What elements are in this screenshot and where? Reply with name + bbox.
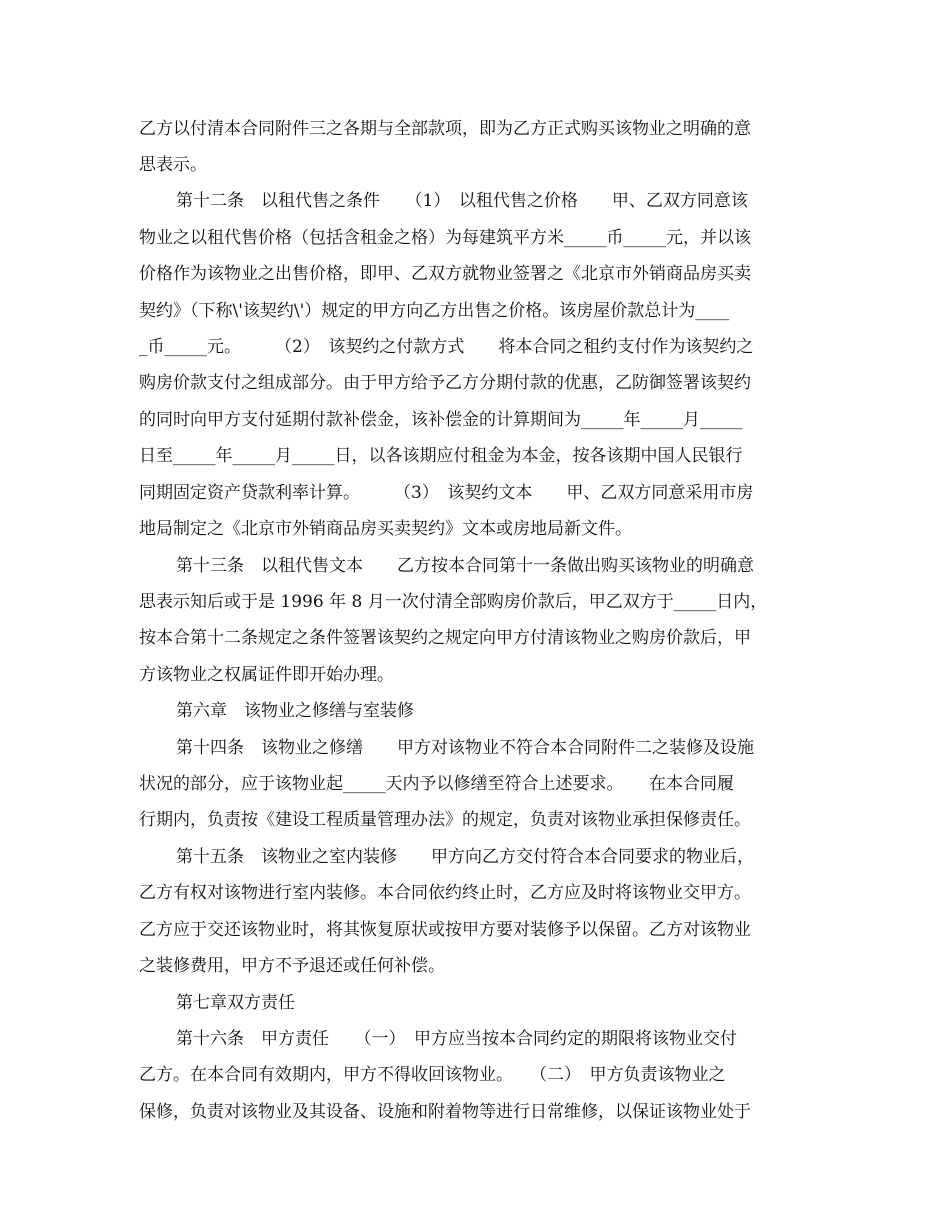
text-line: 行期内，负责按《建设工程质量管理办法》的规定，负责对该物业承担保修责任。 xyxy=(139,810,751,830)
text-line: 地局制定之《北京市外销商品房买卖契约》文本或房地局新文件。 xyxy=(139,519,632,539)
text-line: 乙方有权对该物进行室内装修。本合同依约终止时，乙方应及时将该物业交甲方。 xyxy=(139,883,751,903)
text-line: 乙方。在本合同有效期内，甲方不得收回该物业。 （二） 甲方负责该物业之 xyxy=(139,1065,726,1085)
text-line: 第十二条 以租代售之条件 （1） 以租代售之价格 甲、乙双方同意该 xyxy=(176,191,748,211)
text-line: 第十六条 甲方责任 （一） 甲方应当按本合同约定的期限将该物业交付 xyxy=(176,1029,737,1049)
text-line: 思表示知后或于是 1996 年 8 月一次付清全部购房价款后，甲乙双方于_____日内， xyxy=(139,592,768,612)
text-line: 的同时向甲方支付延期付款补偿金，该补偿金的计算期间为_____年_____月_____ xyxy=(139,410,743,430)
text-line: 按本合第十二条规定之条件签署该契约之规定向甲方付清该物业之购房价款后，甲 xyxy=(139,628,751,648)
text-line: 乙方应于交还该物业时，将其恢复原状或按甲方要对装修予以保留。乙方对该物业 xyxy=(139,920,751,940)
text-line: 之装修费用，甲方不予退还或任何补偿。 xyxy=(139,956,445,976)
text-line: 状况的部分，应于该物业起_____天内予以修缮至符合上述要求。 在本合同履 xyxy=(139,774,734,794)
text-line: 第十五条 该物业之室内装修 甲方向乙方交付符合本合同要求的物业后， xyxy=(176,847,754,867)
text-line: 价格作为该物业之出售价格，即甲、乙双方就物业签署之《北京市外销商品房买卖 xyxy=(139,264,751,284)
chapter-heading: 第七章双方责任 xyxy=(176,993,295,1013)
text-line: 思表示。 xyxy=(139,155,207,175)
text-line: 契约》（下称\'该契约\'）规定的甲方向乙方出售之价格。该房屋价款总计为____ xyxy=(139,301,730,321)
text-line: 方该物业之权属证件即开始办理。 xyxy=(139,665,394,685)
text-line: 第十三条 以租代售文本 乙方按本合同第十一条做出购买该物业的明确意 xyxy=(176,556,754,576)
chapter-heading: 第六章 该物业之修缮与室装修 xyxy=(176,701,414,721)
text-line: 日至_____年_____月_____日，以各该期应付租金为本金，按各该期中国人民银行 xyxy=(139,446,743,466)
text-line: 保修，负责对该物业及其设备、设施和附着物等进行日常维修，以保证该物业处于 xyxy=(139,1102,751,1122)
text-line: _币_____元。 （2） 该契约之付款方式 将本合同之租约支付作为该契约之 xyxy=(139,337,754,357)
text-line: 乙方以付清本合同附件三之各期与全部款项，即为乙方正式购买该物业之明确的意 xyxy=(139,119,751,139)
text-line: 第十四条 该物业之修缮 甲方对该物业不符合本合同附件二之装修及设施 xyxy=(176,738,754,758)
text-line: 物业之以租代售价格（包括含租金之格）为每建筑平方米_____币_____元，并以该 xyxy=(139,228,751,248)
text-line: 购房价款支付之组成部分。由于甲方给予乙方分期付款的优惠，乙防御签署该契约 xyxy=(139,373,751,393)
text-line: 同期固定资产贷款利率计算。 （3） 该契约文本 甲、乙双方同意采用市房 xyxy=(139,483,754,503)
